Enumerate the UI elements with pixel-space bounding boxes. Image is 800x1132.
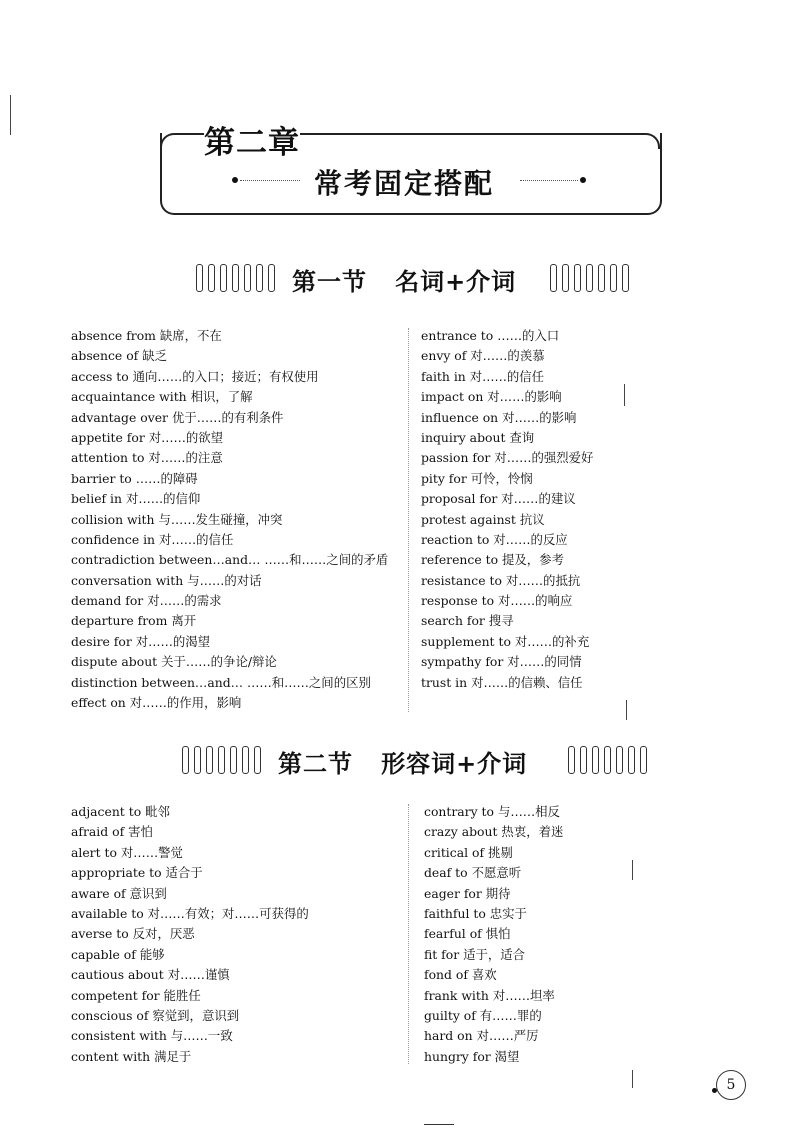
phrase-english: sympathy for [421, 654, 504, 670]
phrase-entry [421, 469, 593, 489]
phrase-chinese: 对……的同情 [507, 654, 582, 670]
phrase-entry [424, 1006, 563, 1026]
phrase-entry [71, 510, 388, 530]
phrase-entry [421, 571, 593, 591]
phrase-chinese: 对……坦率 [492, 987, 555, 1003]
phrase-english: fit for [424, 946, 460, 962]
phrase-chinese: 对……有效；对……可获得的 [147, 905, 309, 921]
phrase-english: proposal for [421, 491, 498, 507]
phrase-english: acquaintance with [71, 389, 187, 405]
phrase-english: conversation with [71, 572, 184, 588]
chapter-frame-corner-right [300, 133, 660, 149]
phrase-english: reaction to [421, 531, 490, 547]
phrase-entry [424, 924, 563, 944]
phrase-english: eager for [424, 885, 482, 901]
phrase-entry [421, 367, 593, 387]
chapter-number: 第二章 [204, 125, 300, 161]
phrase-chinese: 与……相反 [497, 804, 560, 819]
phrase-entry [71, 408, 388, 428]
phrase-english: protest against [421, 511, 516, 527]
phrase-entry [71, 924, 309, 944]
phrase-chinese: 对……谨慎 [167, 967, 230, 983]
phrase-chinese: 提及，参考 [502, 552, 564, 568]
phrase-chinese: 喜欢 [471, 967, 497, 983]
phrase-english: attention to [71, 450, 145, 466]
phrase-entry [71, 693, 388, 713]
phrase-english: resistance to [421, 572, 502, 588]
phrase-entry [71, 884, 309, 904]
margin-mark [626, 700, 627, 720]
phrase-entry [71, 632, 388, 652]
phrase-chinese: 缺席，不在 [159, 328, 222, 343]
phrase-entry [424, 822, 563, 842]
margin-mark [624, 384, 625, 406]
phrase-chinese: 对……的抵抗 [505, 572, 581, 588]
phrase-entry [421, 346, 593, 366]
dotted-rule-right [520, 180, 578, 182]
phrase-english: guilty of [424, 1007, 476, 1023]
phrase-entry [71, 367, 388, 387]
phrase-entry [71, 1047, 309, 1067]
phrase-english: consistent with [71, 1028, 167, 1044]
phrase-entry [421, 673, 593, 693]
margin-mark [632, 1070, 633, 1088]
section-1-title: 第一节 名词+介词 [292, 268, 517, 296]
phrase-chinese: 不愿意听 [471, 865, 522, 881]
phrase-chinese: 缺乏 [142, 348, 167, 364]
section-ornament-left [182, 746, 261, 774]
phrase-entry [424, 1026, 563, 1046]
phrase-entry [421, 428, 593, 448]
phrase-entry [71, 611, 388, 631]
section-2-left-column [71, 802, 309, 1067]
phrase-chinese: 挑剔 [488, 844, 513, 860]
phrase-chinese: 能胜任 [163, 987, 201, 1003]
phrase-chinese: 期待 [485, 885, 511, 901]
phrase-chinese: 毗邻 [145, 804, 170, 819]
phrase-english: appropriate to [71, 865, 162, 881]
phrase-english: influence on [421, 409, 499, 425]
phrase-english: cautious about [71, 967, 164, 983]
phrase-english: absence of [71, 348, 139, 364]
phrase-english: conscious of [71, 1007, 149, 1023]
phrase-chinese: 对……警觉 [120, 844, 183, 860]
phrase-english: passion for [421, 450, 491, 466]
phrase-chinese: 离开 [171, 613, 197, 629]
phrase-english: crazy about [424, 824, 498, 840]
phrase-chinese: 对……的补充 [514, 633, 590, 649]
phrase-chinese: 对……的建议 [501, 491, 576, 507]
phrase-english: hard on [424, 1028, 473, 1044]
phrase-chinese: 对……严厉 [476, 1028, 539, 1044]
phrase-chinese: 对……的作用，影响 [129, 695, 242, 711]
phrase-chinese: 惧怕 [485, 926, 511, 942]
phrase-chinese: 对……的信赖、信任 [471, 674, 583, 690]
phrase-entry [424, 863, 563, 883]
phrase-entry [71, 571, 388, 591]
phrase-english: entrance to [421, 328, 494, 343]
phrase-chinese: 对……的需求 [147, 593, 222, 609]
phrase-chinese: 搜寻 [488, 613, 514, 629]
phrase-chinese: 抗议 [519, 511, 545, 527]
phrase-entry [71, 843, 309, 863]
phrase-chinese: 对……的影响 [502, 409, 577, 425]
phrase-entry [424, 945, 563, 965]
phrase-chinese: 能够 [139, 946, 165, 962]
phrase-entry [421, 611, 593, 631]
phrase-entry [424, 904, 563, 924]
phrase-chinese: 对……的反应 [493, 531, 568, 547]
chapter-title: 常考固定搭配 [314, 167, 495, 200]
phrase-chinese: 对……的影响 [487, 389, 562, 405]
phrase-english: dispute about [71, 654, 158, 670]
section-1-left-column [71, 326, 388, 713]
phrase-entry [421, 632, 593, 652]
phrase-entry [421, 489, 593, 509]
phrase-chinese: 对……的渴望 [135, 633, 211, 649]
phrase-english: confidence in [71, 531, 156, 547]
section-ornament-right [568, 746, 647, 774]
phrase-chinese: 适合于 [165, 865, 203, 881]
phrase-entry [71, 489, 388, 509]
phrase-english: afraid of [71, 824, 125, 840]
phrase-english: frank with [424, 987, 489, 1003]
phrase-chinese: 反对，厌恶 [132, 926, 195, 942]
phrase-entry [424, 986, 563, 1006]
phrase-english: alert to [71, 844, 117, 860]
phrase-entry [71, 550, 388, 570]
phrase-english: effect on [71, 695, 126, 711]
phrase-english: envy of [421, 348, 467, 364]
phrase-chinese: 优于……的有利条件 [171, 409, 284, 425]
phrase-chinese: 相识，了解 [190, 389, 253, 405]
phrase-english: appetite for [71, 429, 145, 445]
phrase-entry [71, 448, 388, 468]
phrase-english: capable of [71, 946, 136, 962]
phrase-entry [71, 945, 309, 965]
phrase-chinese: 渴望 [494, 1048, 520, 1064]
phrase-english: barrier to [71, 470, 132, 486]
phrase-english: absence from [71, 328, 156, 343]
phrase-entry [421, 510, 593, 530]
phrase-english: averse to [71, 926, 129, 942]
phrase-entry [71, 591, 388, 611]
phrase-english: competent for [71, 987, 160, 1003]
phrase-english: desire for [71, 633, 132, 649]
phrase-chinese: 察觉到，意识到 [152, 1007, 240, 1023]
phrase-chinese: 对……的羡慕 [470, 348, 545, 364]
phrase-entry [71, 326, 388, 346]
section-ornament-left [196, 264, 275, 292]
phrase-english: adjacent to [71, 804, 142, 819]
phrase-entry [71, 652, 388, 672]
phrase-english: faithful to [424, 905, 486, 921]
phrase-entry [71, 986, 309, 1006]
margin-mark [10, 95, 11, 135]
phrase-english: search for [421, 613, 485, 629]
phrase-entry [424, 884, 563, 904]
phrase-entry [71, 863, 309, 883]
dot-ornament-left [232, 177, 238, 183]
phrase-chinese: 关于……的争论/辩论 [161, 654, 277, 670]
phrase-entry [424, 1047, 563, 1067]
phrase-entry [71, 822, 309, 842]
phrase-english: impact on [421, 389, 484, 405]
phrase-chinese: 与……一致 [170, 1028, 233, 1044]
phrase-english: critical of [424, 844, 485, 860]
phrase-entry [421, 326, 593, 346]
phrase-chinese: 对……的信仰 [125, 491, 201, 507]
phrase-entry [71, 673, 388, 693]
phrase-english: departure from [71, 613, 168, 629]
phrase-english: belief in [71, 491, 122, 507]
phrase-entry [71, 428, 388, 448]
phrase-entry [71, 1026, 309, 1046]
chapter-frame-corner-left [160, 133, 204, 149]
phrase-english: inquiry about [421, 429, 506, 445]
phrase-chinese: 对……的注意 [148, 450, 223, 466]
section-2-right-column [424, 802, 563, 1067]
phrase-chinese: 查询 [509, 429, 535, 445]
phrase-english: aware of [71, 885, 126, 901]
phrase-chinese: 满足于 [154, 1048, 192, 1064]
phrase-english: contradiction between…and… [71, 552, 261, 568]
phrase-english: advantage over [71, 409, 168, 425]
bottom-rule [424, 1124, 454, 1125]
phrase-english: collision with [71, 511, 155, 527]
phrase-chinese: 可怜，怜悯 [470, 470, 533, 486]
phrase-chinese: 意识到 [129, 885, 167, 901]
phrase-chinese: 热衷，着迷 [501, 824, 564, 840]
phrase-entry [71, 965, 309, 985]
phrase-chinese: 通向……的入口；接近；有权使用 [132, 368, 319, 384]
phrase-chinese: 对……的信任 [469, 368, 545, 384]
section-ornament-right [550, 264, 629, 292]
phrase-entry [421, 408, 593, 428]
phrase-entry [421, 448, 593, 468]
phrase-chinese: ……和……之间的矛盾 [264, 552, 389, 568]
phrase-entry [71, 904, 309, 924]
phrase-english: fond of [424, 967, 468, 983]
phrase-english: fearful of [424, 926, 482, 942]
phrase-entry [421, 652, 593, 672]
phrase-english: reference to [421, 552, 499, 568]
phrase-chinese: ……的障碍 [135, 470, 198, 486]
phrase-chinese: 与……的对话 [187, 572, 262, 588]
phrase-entry [421, 530, 593, 550]
phrase-entry [421, 550, 593, 570]
phrase-chinese: 对……的强烈爱好 [494, 450, 594, 466]
phrase-entry [421, 387, 593, 407]
phrase-chinese: 对……的信任 [159, 531, 234, 547]
phrase-english: supplement to [421, 633, 511, 649]
margin-mark [632, 860, 633, 880]
phrase-chinese: 对……的欲望 [148, 429, 224, 445]
phrase-entry [71, 802, 309, 822]
phrase-entry [71, 530, 388, 550]
dotted-rule-left [240, 180, 300, 182]
dot-ornament-right [580, 177, 586, 183]
phrase-chinese: 适于，适合 [463, 946, 526, 962]
column-divider [408, 804, 409, 1064]
phrase-english: content with [71, 1048, 151, 1064]
phrase-entry [71, 346, 388, 366]
section-2-title: 第二节 形容词+介词 [278, 750, 528, 778]
phrase-chinese: 害怕 [128, 824, 153, 840]
phrase-english: distinction between…and… [71, 674, 244, 690]
phrase-english: available to [71, 905, 144, 921]
phrase-english: trust in [421, 674, 468, 690]
phrase-english: hungry for [424, 1048, 491, 1064]
phrase-entry [71, 1006, 309, 1026]
phrase-chinese: 有……罪的 [479, 1007, 542, 1023]
phrase-english: contrary to [424, 804, 494, 819]
phrase-english: pity for [421, 470, 467, 486]
phrase-chinese: ……的入口 [497, 328, 560, 343]
phrase-chinese: 对……的响应 [498, 593, 573, 609]
phrase-entry [71, 469, 388, 489]
phrase-entry [424, 843, 563, 863]
phrase-chinese: 与……发生碰撞，冲突 [158, 511, 283, 527]
phrase-entry [71, 387, 388, 407]
phrase-entry [424, 965, 563, 985]
section-1-right-column [421, 326, 593, 693]
phrase-english: deaf to [424, 865, 468, 881]
phrase-english: demand for [71, 593, 144, 609]
phrase-chinese: ……和……之间的区别 [246, 674, 371, 690]
phrase-entry [424, 802, 563, 822]
phrase-english: response to [421, 593, 495, 609]
phrase-english: faith in [421, 368, 466, 384]
phrase-entry [421, 591, 593, 611]
page-number: 5 [716, 1070, 746, 1100]
phrase-english: access to [71, 368, 129, 384]
phrase-chinese: 忠实于 [489, 905, 527, 921]
column-divider [408, 328, 409, 712]
